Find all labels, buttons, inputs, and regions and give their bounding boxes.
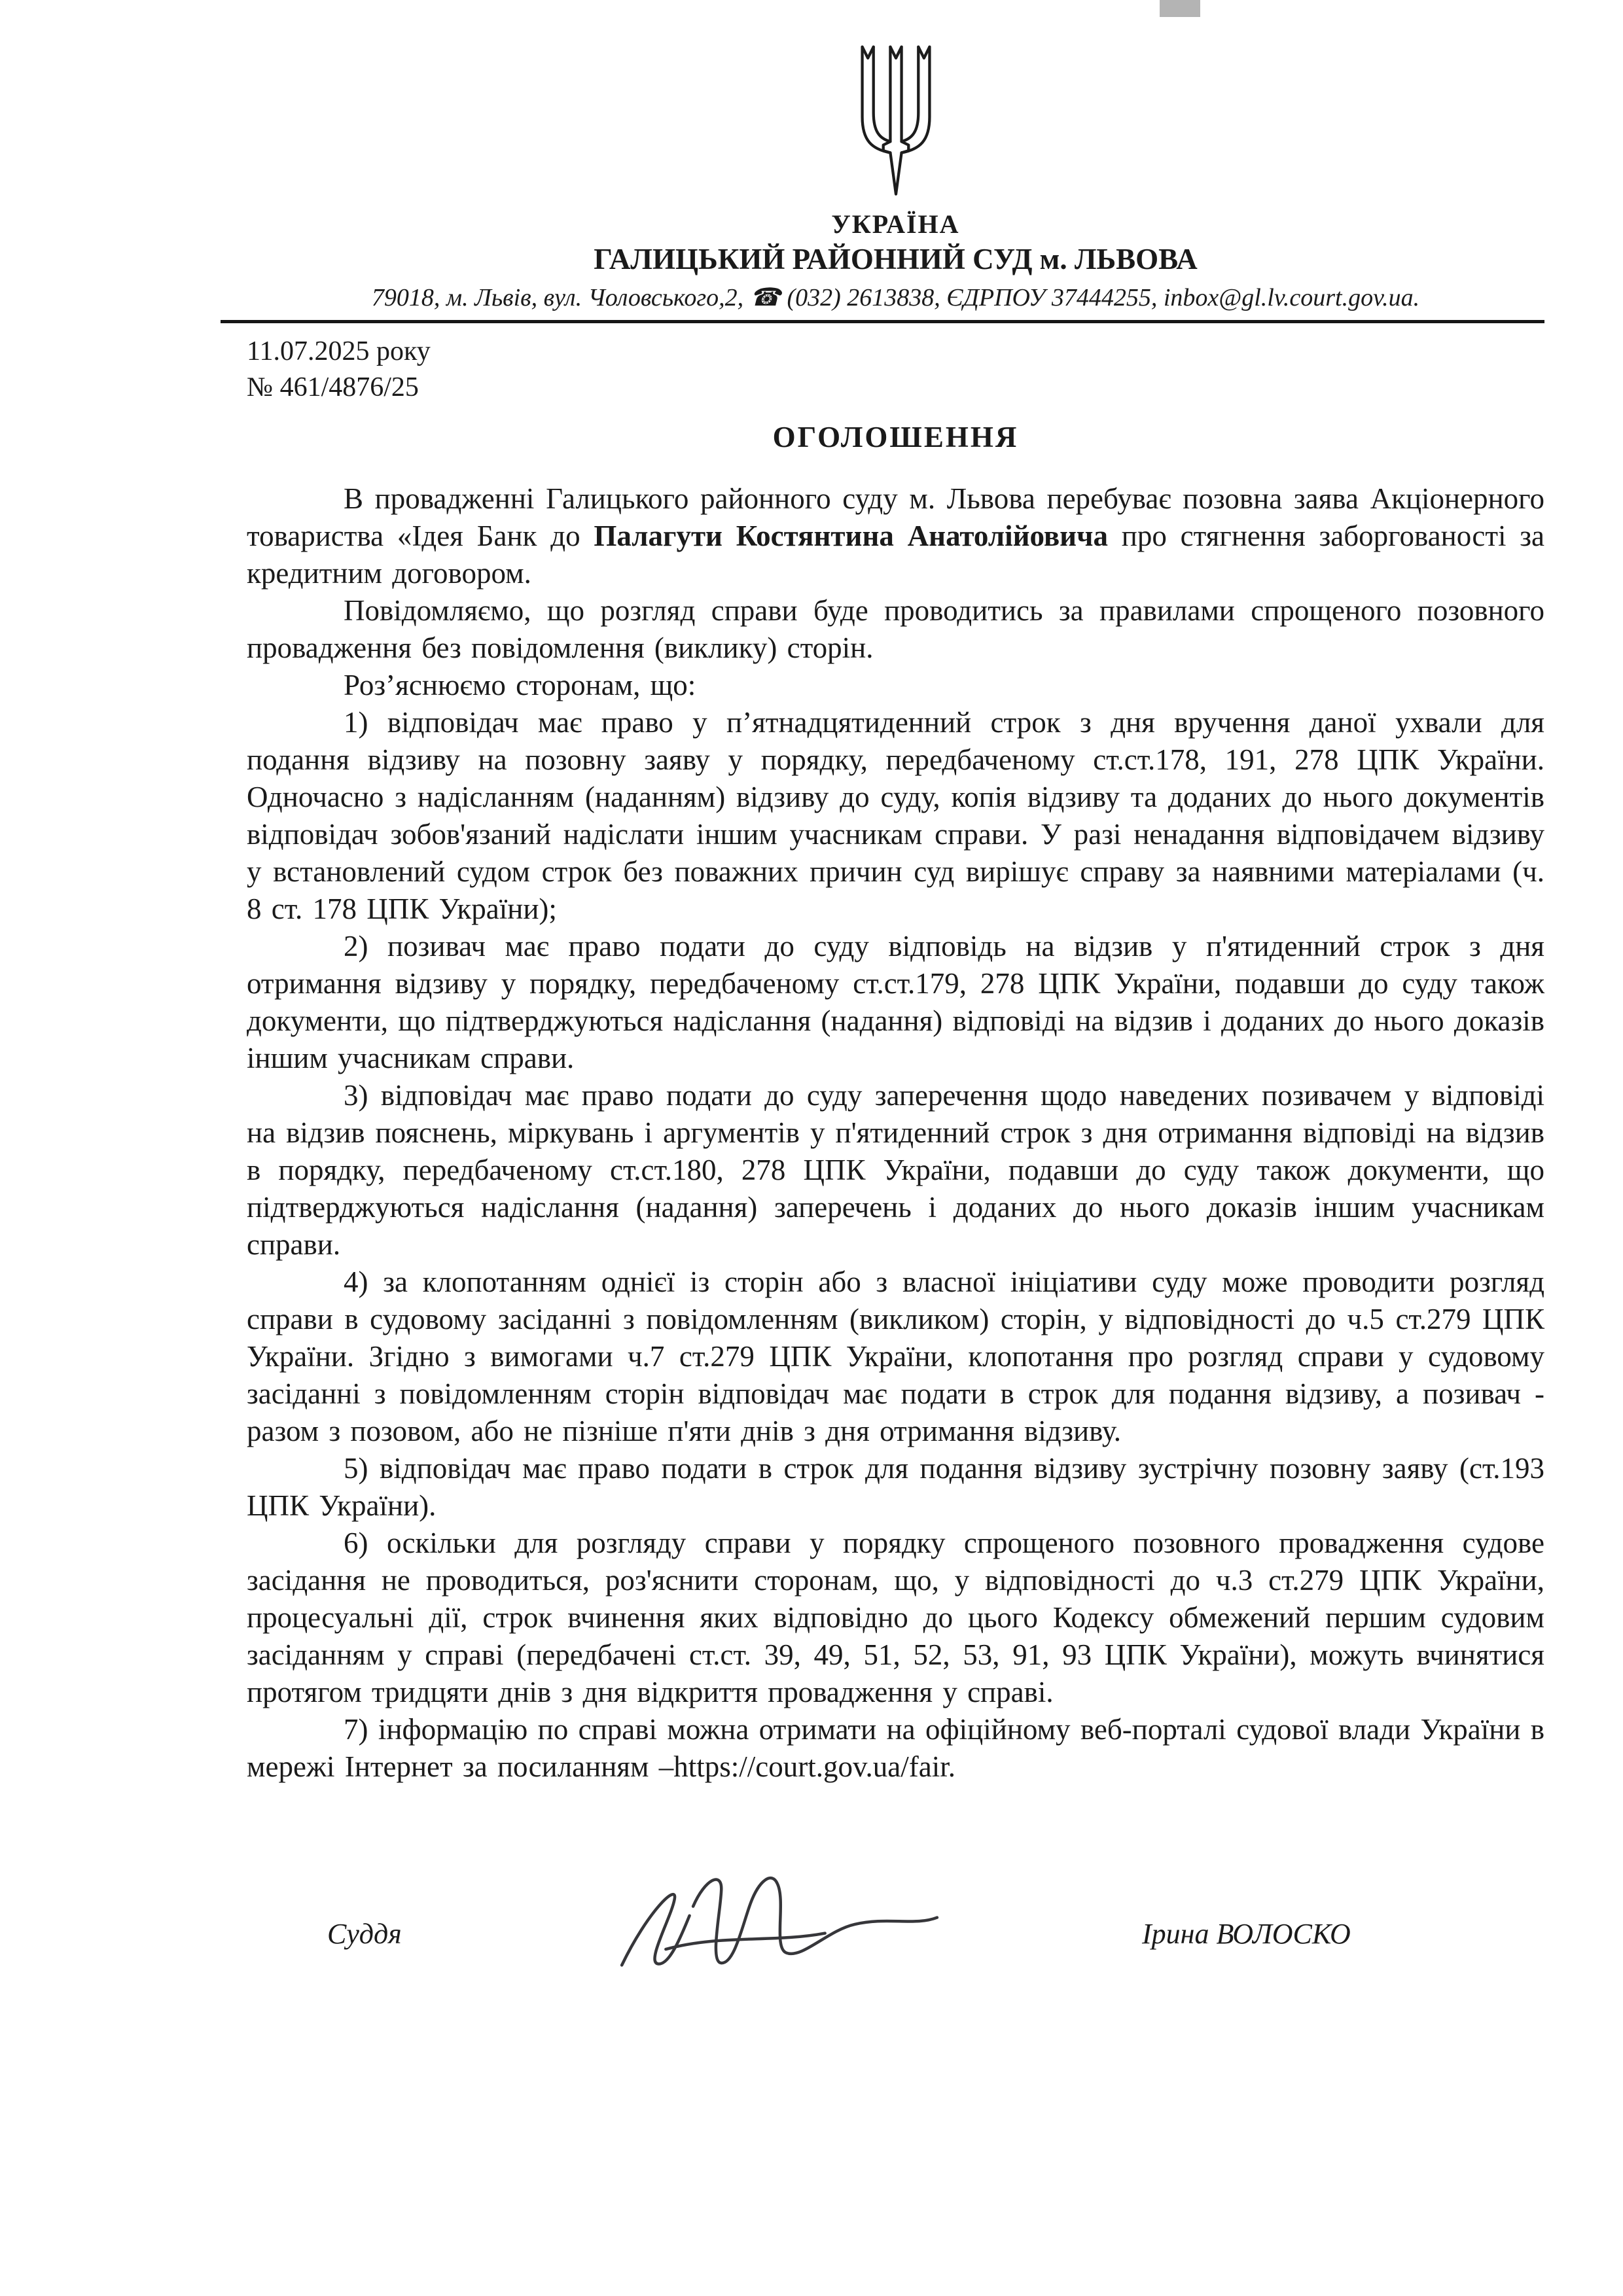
country-name: УКРАЇНА: [831, 209, 960, 239]
ukraine-trident-icon: [847, 193, 945, 204]
header-divider: [221, 320, 1544, 323]
document-date: 11.07.2025 року: [247, 336, 431, 366]
clarification-paragraph: Роз’яснюємо сторонам, що:: [344, 669, 696, 701]
notice-paragraph: Повідомляємо, що розгляд справи буде проводитись за правилами спрощеного позовного провадження без повідомлення (виклику) сторін.: [247, 594, 1544, 664]
intro-text-after: про стягнення заборгованості за кредитним договором.: [247, 520, 1545, 590]
list-item-1: 1) відповідач має право у п’ятнадцятиденний строк з дня вручення даної ухвали для подання відзиву на позовну заяву у порядку, передбаченому ст.ст.178, 191, 278 ЦПК України. Одночасно з надісланням (наданням) відзиву до суду, копія відзиву та доданих до нього документів відповідач зобов'язаний надіслати іншим учасникам справи. У разі ненадання відповідачем відзиву у встановлений судом строк без поважних причин суд вирішує справу за наявними матеріалами (ч. 8 ст. 178 ЦПК України);: [247, 706, 1544, 925]
document-content: [247, 37, 1544, 1786]
list-item-7: 7) інформацію по справі можна отримати на офіційному веб-порталі судової влади України в мережі Інтернет за посиланням –https://court.gov.ua/fair.: [247, 1713, 1544, 1783]
signature-role-label: Суддя: [327, 1918, 402, 1950]
court-address: 79018, м. Львів, вул. Чоловського,2, ☎ (032) 2613838, ЄДРПОУ 37444255, inbox@gl.lv.court.gov.ua.: [371, 284, 1420, 311]
list-item-4: 4) за клопотанням однієї із сторін або з власної ініціативи суду може проводити розгляд справи в судовому засіданні з повідомленням (викликом) сторін, у відповідності до ч.5 ст.279 ЦПК України. Згідно з вимогами ч.7 ст.279 ЦПК України, клопотання про розгляд справи у судовому засіданні з повідомленням сторін відповідач має подати в строк для подання відзиву, а позивач - разом з позовом, або не пізніше п'яти днів з дня отримання відзиву.: [247, 1265, 1544, 1447]
judge-signature-icon: [600, 1856, 957, 1989]
document-meta: [247, 334, 1544, 406]
document-title: ОГОЛОШЕННЯ: [772, 421, 1019, 453]
scan-artifact: [1160, 0, 1200, 17]
case-number: № 461/4876/25: [247, 372, 419, 402]
list-item-3: 3) відповідач має право подати до суду заперечення щодо наведених позивачем у відповіді на відзив пояснень, міркувань і аргументів у п'ятиденний строк з дня отримання відповіді на відзив в порядку, передбаченому ст.ст.180, 278 ЦПК України, подавши до суду також документи, що підтверджуються надіслання (надання) заперечень і доданих до нього доказів іншим учасникам справи.: [247, 1079, 1544, 1261]
document-body: [247, 480, 1544, 1786]
defendant-name: Палагути Костянтина Анатолійовича: [594, 520, 1108, 552]
court-name: ГАЛИЦЬКИЙ РАЙОННИЙ СУД м. ЛЬВОВА: [594, 243, 1198, 275]
judge-name: Ірина ВОЛОСКО: [1142, 1918, 1351, 1950]
intro-paragraph: [247, 480, 1544, 592]
list-item-2: 2) позивач має право подати до суду відповідь на відзив у п'ятиденний строк з дня отримання відзиву у порядку, передбаченому ст.ст.179, 278 ЦПК України, подавши до суду також документи, що підтверджуються надіслання (надання) відповіді на відзив і доданих до нього доказів іншим учасникам справи.: [247, 930, 1544, 1074]
intro-text-before: В провадженні Галицького районного суду м. Львова перебуває позовна заява Акціонерного товариства «Ідея Банк до: [247, 482, 1544, 552]
list-item-5: 5) відповідач має право подати в строк для подання відзиву зустрічну позовну заяву (ст.193 ЦПК України).: [247, 1452, 1544, 1522]
emblem-wrap: [247, 37, 1544, 205]
list-item-6: 6) оскільки для розгляду справи у порядку спрощеного позовного провадження судове засідання не проводиться, роз'яснити сторонам, що, у відповідності до ч.3 ст.279 ЦПК України, процесуальні дії, строк вчинення яких відповідно до цього Кодексу обмежений першим судовим засіданням у справі (передбачені ст.ст. 39, 49, 51, 52, 53, 91, 93 ЦПК України), можуть вчинятися протягом тридцяти днів з дня відкриття провадження у справі.: [247, 1527, 1544, 1708]
